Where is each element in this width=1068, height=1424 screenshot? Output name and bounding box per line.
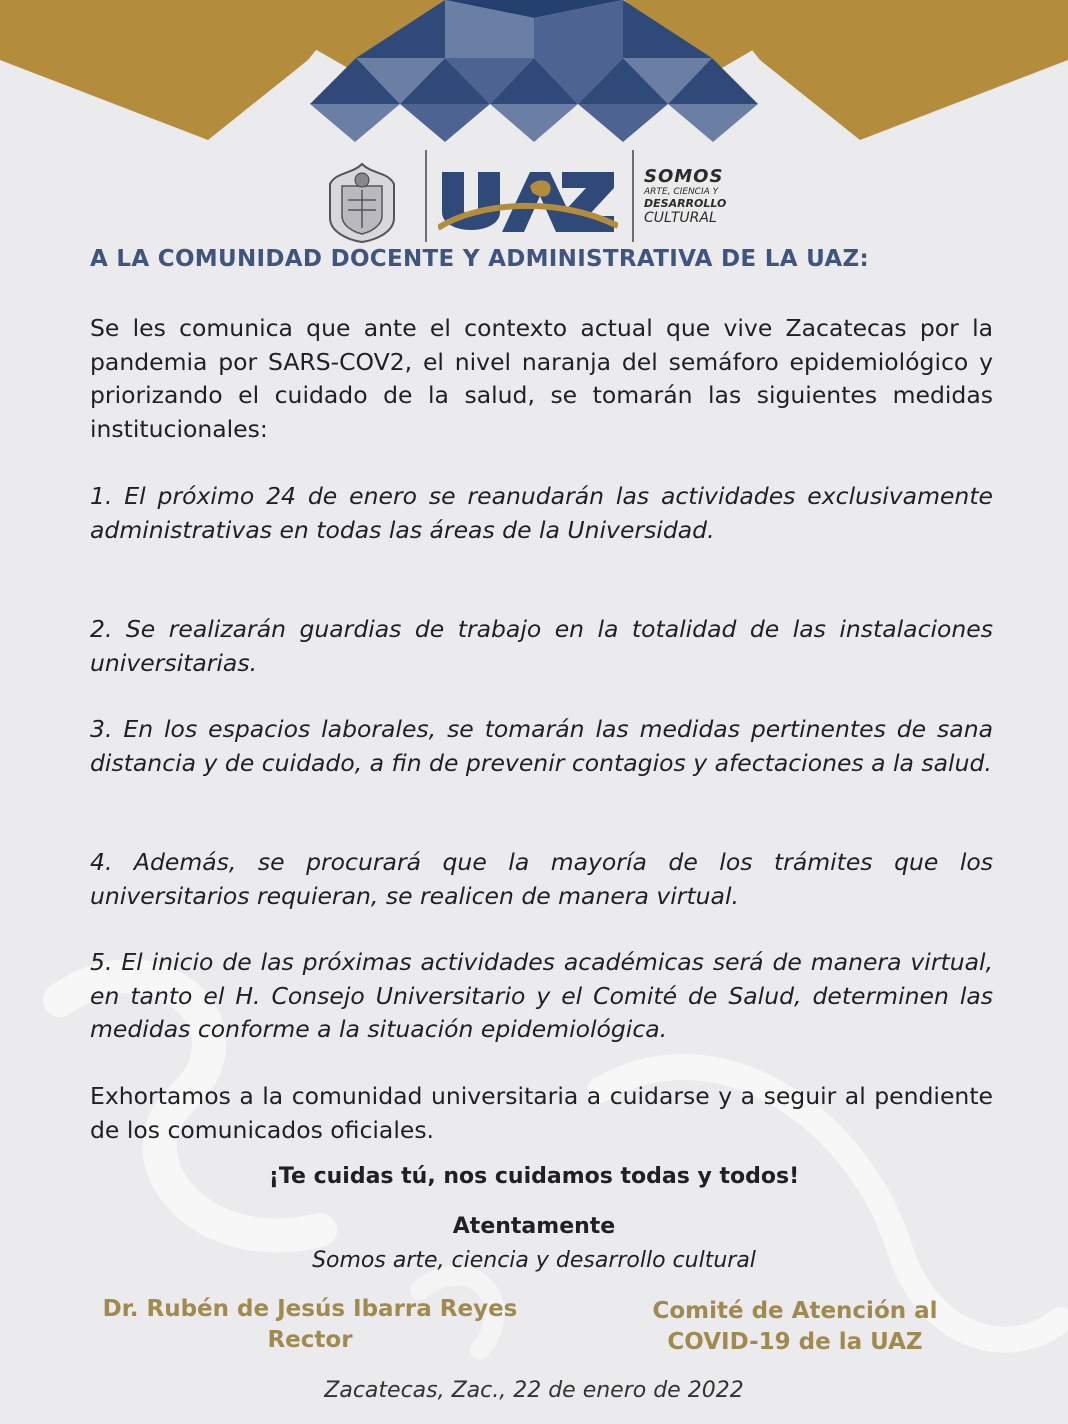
signatory-title: COVID-19 de la UAZ: [667, 1329, 923, 1355]
signatory-rector: [70, 1294, 550, 1356]
place-date: Zacatecas, Zac., 22 de enero de 2022: [324, 1378, 744, 1403]
tagline-cultural: CULTURAL: [644, 210, 717, 226]
somos-tagline: [644, 166, 744, 226]
logo-row: [0, 148, 1068, 248]
tagline-somos: SOMOS: [644, 166, 724, 187]
tagline-desarrollo: DESARROLLO: [644, 197, 727, 210]
page-title: A LA COMUNIDAD DOCENTE Y ADMINISTRATIVA DE LA UAZ:: [90, 246, 869, 272]
slogan: ¡Te cuidas tú, nos cuidamos todas y todos!: [268, 1164, 800, 1189]
intro-paragraph: Se les comunica que ante el contexto actual que vive Zacatecas por la pandemia por SARS-COV2, el nivel naranja del semáforo epidemiológico y priorizando el cuidado de la salud, se tomarán las siguientes medidas institucionales:: [90, 314, 993, 443]
measure-3: 3. En los espacios laborales, se tomarán las medidas pertinentes de sana distancia y de cuidado, a fin de prevenir contagios y afectaciones a la salud.: [90, 715, 993, 777]
measure-1: 1. El próximo 24 de enero se reanudarán las actividades exclusivamente administrativas en todas las áreas de la Universidad.: [90, 482, 993, 544]
logo-divider: [425, 150, 427, 242]
signatory-name: Comité de Atención al: [652, 1298, 938, 1324]
measure-2: 2. Se realizarán guardias de trabajo en la totalidad de las instalaciones universitarias.: [90, 615, 993, 677]
signatory-title: Rector: [267, 1327, 353, 1353]
measure-4: 4. Además, se procurará que la mayoría de los trámites que los universitarios requieran, se realicen de manera virtual.: [90, 848, 993, 910]
tagline-arte: ARTE, CIENCIA Y: [644, 187, 719, 197]
signatory-committee: [590, 1296, 1000, 1358]
regards: Atentamente: [452, 1214, 616, 1239]
closing-paragraph: Exhortamos a la comunidad universitaria a cuidarse y a seguir al pendiente de los comunicados oficiales.: [90, 1082, 993, 1144]
measure-5: 5. El inicio de las próximas actividades académicas será de manera virtual, en tanto el H. Consejo Universitario y el Comité de Salud, determinen las medidas conforme a la situación epidemiológica.: [90, 948, 993, 1043]
uaz-seal-icon: [322, 160, 402, 244]
signatory-name: Dr. Rubén de Jesús Ibarra Reyes: [102, 1296, 518, 1322]
uaz-logo: [438, 166, 618, 240]
motto: Somos arte, ciencia y desarrollo cultural: [312, 1248, 756, 1273]
logo-divider-2: [632, 150, 634, 242]
